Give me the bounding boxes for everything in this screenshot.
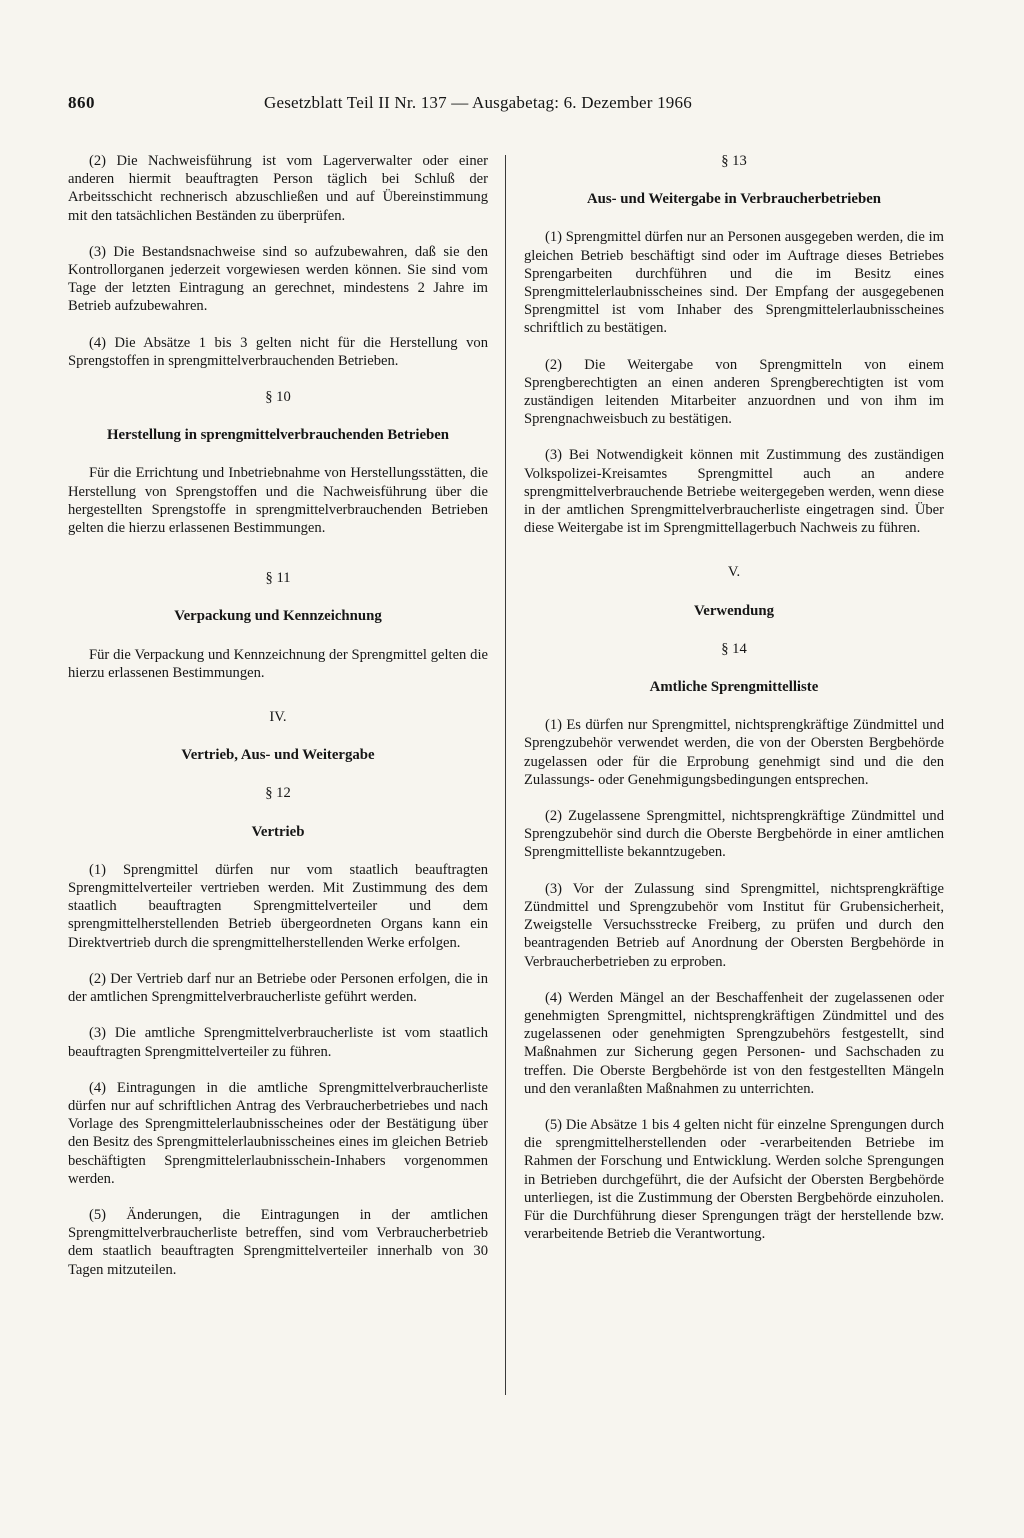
paragraph: (2) Die Weitergabe von Sprengmitteln von einem Sprengberechtigten an einen anderen Sprengberechtigten ist vom zuständigen leitenden Mitarbeiter anzuordnen und von ihm im Sprengnachweisbuch zu bestätigen. (524, 356, 944, 428)
page-header (68, 93, 958, 117)
paragraph: (4) Werden Mängel an der Beschaffenheit der zugelassenen oder genehmigten Sprengmittel, nichtsprengkräftigen Zündmittel und des zugelassenen oder genehmigten Sprengzubehörs festgestellt, sind Maßnahmen zur Sicherung gegen Personen- und Sachschaden zu treffen. Die Oberste Bergbehörde ist von den festgestellten Mängeln und den veranlaßten Maßnahmen zu unterrichten. (524, 989, 944, 1097)
paragraph: (3) Die amtliche Sprengmittelverbraucherliste ist vom staatlich beauftragten Sprengmittelverteiler zu führen. (68, 1025, 488, 1060)
section-number: § 10 (265, 389, 291, 406)
paragraph: (2) Zugelassene Sprengmittel, nichtsprengkräftige Zündmittel und Sprengzubehör sind durch die Oberste Bergbehörde in einer amtlichen Sprengmittelliste bekanntzugeben. (524, 808, 944, 861)
section-number: § 12 (265, 785, 291, 802)
chapter-title: Vertrieb, Aus- und Weitergabe (181, 747, 375, 764)
paragraph: (2) Der Vertrieb darf nur an Betriebe oder Personen erfolgen, die in der amtlichen Sprengmittelverbraucherliste geführt werden. (68, 970, 488, 1006)
paragraph: (3) Vor der Zulassung sind Sprengmittel, nichtsprengkräftige Zündmittel und Sprengzubehör vom Institut für Grubensicherheit, Zweigstelle Versuchsstrecke Freiberg, zu prüfen und durch den beantragenden Betrieb auf Anordnung der Obersten Bergbehörde in Verbraucherbetrieben zu erproben. (524, 880, 944, 970)
paragraph: (3) Die Bestandsnachweise sind so aufzubewahren, daß sie den Kontrollorganen jederzeit vorgewiesen werden können. Sie sind vom Tage der letzten Eintragung an gerechnet, mindestens 2 Jahre im Betrieb aufzubewahren. (68, 243, 488, 315)
paragraph: (4) Eintragungen in die amtliche Sprengmittelverbraucherliste dürfen nur auf schriftlichen Antrag des Verbraucherbetriebes und nach Vorlage des Sprengmittelerlaubnisscheines oder der Bestätigung über den Besitz des Sprengmittelerlaubnisscheines eines im gleichen Betrieb beschäftigten Sprengmittelerlaubnisschein-Inhabers vorgenommen werden. (68, 1079, 488, 1187)
section-title: Herstellung in sprengmittelverbrauchenden Betrieben (106, 427, 450, 444)
paragraph: (1) Sprengmittel dürfen nur an Personen ausgegeben werden, die im gleichen Betrieb beschäftigt sind oder im Auftrage dieses Betriebes Sprengarbeiten durchführen und die im Besitz eines Sprengmittelerlaubnisscheines sind. Der Empfang der ausgegebenen Sprengmittel ist vom Inhaber des Sprengmittelerlaubnisscheines schriftlich zu bestätigen. (524, 229, 944, 337)
page-number: 860 (68, 93, 95, 112)
section-title: Verpackung und Kennzeichnung (174, 608, 382, 625)
paragraph: Für die Errichtung und Inbetriebnahme von Herstellungsstätten, die Herstellung von Sprengstoffen und die Nachweisführung über die hergestellten Sprengstoffe in sprengmittelverbrauchenden Betrieben gelten die hierzu erlassenen Bestimmungen. (68, 465, 488, 537)
section-title: Amtliche Sprengmittelliste (649, 679, 819, 696)
paragraph: (4) Die Absätze 1 bis 3 gelten nicht für die Herstellung von Sprengstoffen in sprengmittelverbrauchenden Betrieben. (68, 334, 488, 369)
running-title: Gesetzblatt Teil II Nr. 137 — Ausgabetag: 6. Dezember 1966 (264, 93, 692, 112)
paragraph: (1) Es dürfen nur Sprengmittel, nichtsprengkräftige Zündmittel und Sprengzubehör verwendet werden, die von der Obersten Bergbehörde zugelassen oder für die Erprobung genehmigt sind und die den Zulassungs- oder Genehmigungsbedingungen entsprechen. (524, 717, 944, 788)
chapter-number: IV. (269, 709, 287, 726)
section-title: Vertrieb (251, 823, 305, 840)
paragraph: (5) Änderungen, die Eintragungen in der amtlichen Sprengmittelverbraucherliste betreffen, sind vom Verbraucherbetrieb dem staatlich beauftragten Sprengmittelverteiler innerhalb von 30 Tagen mitzuteilen. (68, 1206, 488, 1278)
section-number: § 11 (265, 570, 291, 587)
column-divider (505, 155, 506, 1395)
chapter-title: Verwendung (693, 602, 775, 619)
paragraph: (2) Die Nachweisführung ist vom Lagerverwalter oder einer anderen hiermit beauftragten Person täglich bei Schluß der Arbeitsschicht rechnerisch abzuschließen und auf Übereinstimmung mit den tatsächlichen Beständen zu überprüfen. (68, 153, 488, 224)
section-number: § 13 (721, 153, 747, 169)
left-column (68, 152, 488, 1297)
right-column (524, 152, 944, 1261)
section-number: § 14 (721, 640, 747, 657)
paragraph: Für die Verpackung und Kennzeichnung der Sprengmittel gelten die hierzu erlassenen Bestimmungen. (68, 646, 488, 681)
paragraph: (5) Die Absätze 1 bis 4 gelten nicht für einzelne Sprengungen durch die sprengmittelherstellenden oder -verarbeitenden Betriebe im Rahmen der Forschung und Entwicklung. Werden solche Sprengungen in Betrieben durchgeführt, die der Aufsicht der Obersten Bergbehörde unterliegen, ist die Zustimmung der Obersten Bergbehörde einzuholen. Für die Durchführung dieser Sprengungen trägt der herstellende bzw. verarbeitende Betrieb die Verantwortung. (524, 1116, 944, 1243)
paragraph: (3) Bei Notwendigkeit können mit Zustimmung des zuständigen Volkspolizei-Kreisamtes Sprengmittel auch an andere sprengmittelverbrauchende Betriebe weitergegeben werden, wenn diese in der amtlichen Sprengmittelverbraucherliste eingetragen sind. Über diese Weitergabe ist im Sprengmittellagerbuch Nachweis zu führen. (524, 447, 944, 537)
section-title: Aus- und Weitergabe in Verbraucherbetrieben (586, 191, 882, 208)
chapter-number: V. (727, 564, 741, 581)
paragraph: (1) Sprengmittel dürfen nur vom staatlich beauftragten Sprengmittelverteiler vertrieben werden. Mit Zustimmung des dem staatlich beauftragten Sprengmittelverteiler und dem sprengmittelherstellenden Betrieb übergeordneten Organs kann ein Direktvertrieb durch die sprengmittelherstellenden Werke erfolgen. (68, 861, 488, 951)
